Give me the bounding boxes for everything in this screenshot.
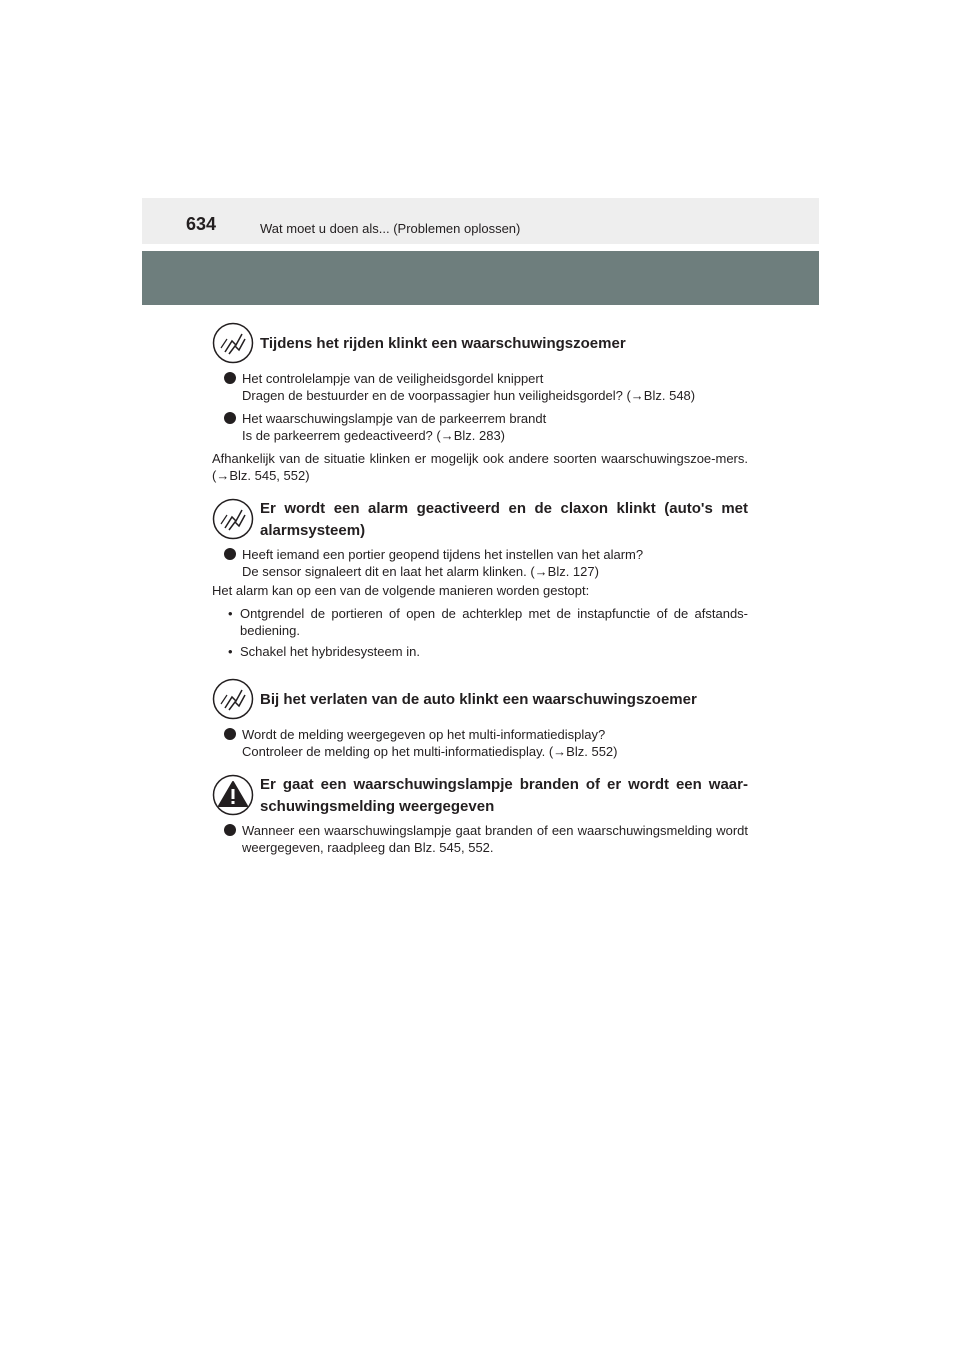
list-item-text: Schakel het hybridesysteem in. [240,644,420,659]
bullet-text: Wanneer een waarschuwingslampje gaat branden of een waarschuwingsmelding wordt weergegeven, raadpleeg dan Blz. 545, 552. [242,823,748,855]
section-warning-light [212,774,748,856]
section-title: Tijdens het rijden klinkt een waarschuwingszoemer [260,335,626,352]
section-band [142,251,819,305]
bullet-answer: Controleer de melding op het multi-informatiedisplay. (→Blz. 552) [242,744,618,759]
section-title: Er wordt een alarm geactiveerd en de claxon klinkt (auto's met alarmsysteem) [260,500,748,539]
section-alarm [212,498,748,660]
list-bullet-icon: • [228,644,233,659]
bullet-question: Het waarschuwingslampje van de parkeerrem brandt [242,411,547,426]
bullet-item [212,370,748,404]
bullet-item [212,546,748,580]
section-note: Afhankelijk van de situatie klinken er mogelijk ook andere soorten waarschuwingszoe-mers. (→Blz. 545, 552) [212,451,748,483]
section-driving-buzzer [212,322,748,484]
buzzer-icon [212,678,254,720]
warning-triangle-icon [212,774,254,816]
chapter-title: Wat moet u doen als... (Problemen oplossen) [260,221,521,236]
bullet-dot-icon [224,824,236,836]
page-content [212,322,748,862]
bullet-dot-icon [224,548,236,560]
bullet-answer: Dragen de bestuurder en de voorpassagier hun veiligheidsgordel? (→Blz. 548) [242,388,696,403]
bullet-item [212,822,748,856]
section-title: Bij het verlaten van de auto klinkt een waarschuwingszoemer [260,691,697,708]
list-item-text: Ontgrendel de portieren of open de achterklep met de instapfunctie of de afstands-bediening. [240,606,748,638]
list-bullet-icon: • [228,606,233,621]
list-item [212,605,748,639]
bullet-answer: Is de parkeerrem gedeactiveerd? (→Blz. 283) [242,428,506,443]
list-item [212,643,748,660]
bullet-dot-icon [224,412,236,424]
page-number: 634 [186,214,217,234]
bullet-question: Het controlelampje van de veiligheidsgordel knippert [242,371,544,386]
bullet-item [212,410,748,444]
buzzer-icon [212,322,254,364]
buzzer-icon [212,498,254,540]
bullet-dot-icon [224,372,236,384]
bullet-question: Heeft iemand een portier geopend tijdens het instellen van het alarm? [242,547,644,562]
section-note: Het alarm kan op een van de volgende manieren worden gestopt: [212,583,590,598]
bullet-answer: De sensor signaleert dit en laat het alarm klinken. (→Blz. 127) [242,564,599,579]
bullet-dot-icon [224,728,236,740]
section-title: Er gaat een waarschuwingslampje branden of er wordt een waar-schuwingsmelding weergegeven [260,776,748,815]
bullet-item [212,726,748,760]
section-heading [212,322,748,366]
section-leaving-buzzer [212,678,748,760]
section-heading [212,498,748,542]
section-heading [212,678,748,722]
section-heading [212,774,748,818]
bullet-question: Wordt de melding weergegeven op het multi-informatiedisplay? [242,727,606,742]
